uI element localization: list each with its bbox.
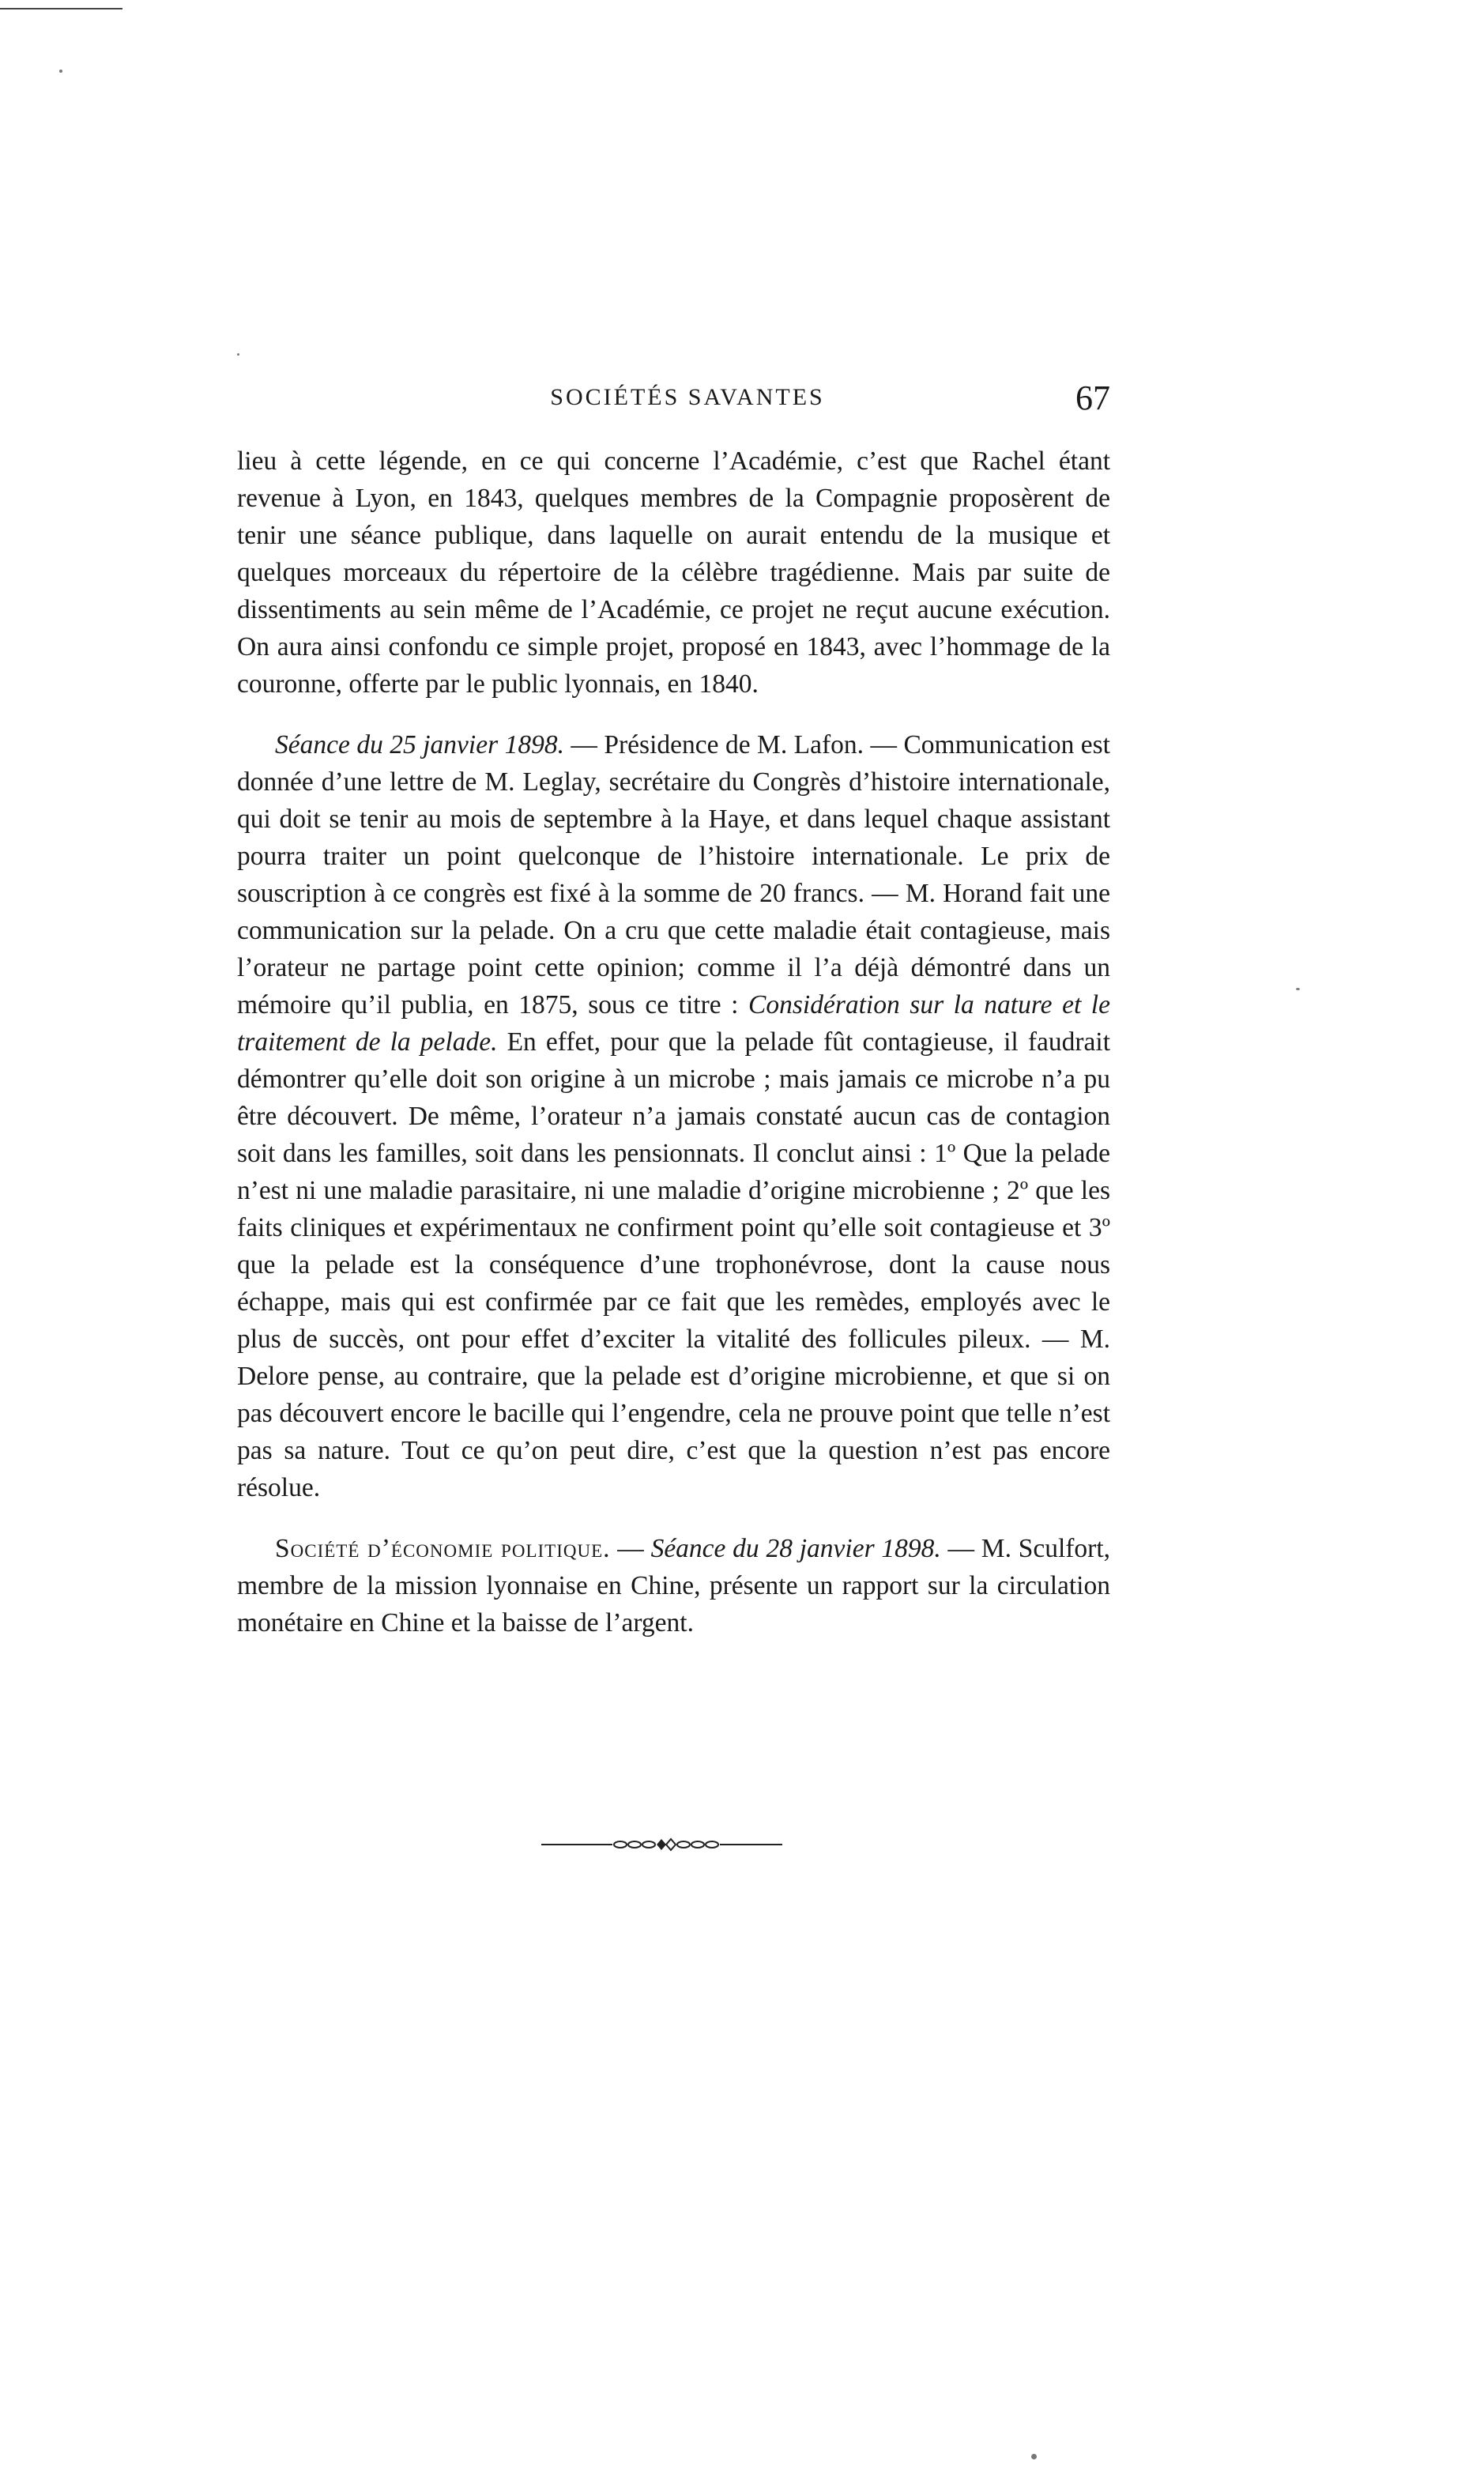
italic-text-segment: Séance du 25 janvier 1898. xyxy=(275,730,564,759)
ornament-divider-graphic xyxy=(541,1835,782,1854)
print-speck xyxy=(59,70,62,73)
page-header xyxy=(237,378,1110,425)
ornament-divider xyxy=(541,1835,782,1854)
text-segment: — xyxy=(610,1534,651,1563)
page-number: 67 xyxy=(1075,379,1110,417)
paragraph-rachel-legend xyxy=(237,443,1110,703)
text-segment: En effet, pour que la pelade fût contagieuse, il faudrait démontrer qu’elle doit son origine à un microbe ; mais jamais ce microbe n’a pu être découvert. De même, l’orateur n’a jamais constaté aucun cas de contagion soit dans les familles, soit dans les pensionnats. Il conclut ainsi : 1º Que la pelade n’est ni une maladie parasitaire, ni une maladie d’origine microbienne ; 2º que les faits cliniques et expérimentaux ne confirment point qu’elle soit contagieuse et 3º que la pelade est la conséquence d’une trophonévrose, dont la cause nous échappe, mais qui est confirmée par ce fait que les remèdes, employés avec le plus de succès, ont pour effet d’exciter la vitalité des follicules pileux. — M. Delore pense, au contraire, que la pelade est d’origine microbienne, et que si on pas découvert encore le bacille qui l’engendre, cela ne prouve point que telle n’est pas sa nature. Tout ce qu’on peut dire, c’est que la question n’est pas encore résolue. xyxy=(237,1027,1110,1502)
text-segment: — Présidence de M. Lafon. — Communication est donnée d’une lettre de M. Leglay, secrétaire du Congrès d’histoire internationale, qui doit se tenir au mois de septembre à la Haye, et dans lequel chaque assistant pourra traiter un point quelconque de l’histoire internationale. Le prix de souscription à ce congrès est fixé à la somme de 20 francs. — M. Horand fait une communication sur la pelade. On a cru que cette maladie était contagieuse, mais l’orateur ne partage point cette opinion; comme il l’a déjà démontré dans un mémoire qu’il publia, en 1875, sous ce titre : xyxy=(237,730,1110,1019)
paragraph-societe-economie-politique xyxy=(237,1530,1110,1641)
text-segment: lieu à cette légende, en ce qui concerne l’Académie, c’est que Rachel étant revenue à Lyon, en 1843, quelques membres de la Compagnie proposèrent de tenir une séance publique, dans laquelle on aurait entendu de la musique et quelques morceaux du répertoire de la célèbre tragédienne. Mais par suite de dissentiments au sein même de l’Académie, ce projet ne reçut aucune exécution. On aura ainsi confondu ce simple projet, proposé en 1843, avec l’hommage de la couronne, offerte par le public lyonnais, en 1840. xyxy=(237,447,1110,699)
paragraph-seance-25-janvier xyxy=(237,726,1110,1506)
italic-text-segment: Séance du 28 janvier 1898. xyxy=(650,1534,941,1563)
print-speck xyxy=(1296,988,1300,990)
running-head: SOCIÉTÉS SAVANTES xyxy=(550,384,825,410)
page-edge-line xyxy=(0,8,122,9)
print-speck xyxy=(1031,2454,1037,2459)
text-segment: — M. Sculfort, membre de la mission lyonnaise en Chine, présente un rapport sur la circulation monétaire en Chine et la baisse de l’argent. xyxy=(237,1534,1111,1637)
body-text xyxy=(237,443,1110,1641)
italic-text-segment: Considération sur la nature et le traitement de la pelade. xyxy=(237,990,1110,1057)
print-speck xyxy=(237,353,239,356)
smallcaps-text-segment: Société d’économie politique. xyxy=(275,1534,611,1563)
